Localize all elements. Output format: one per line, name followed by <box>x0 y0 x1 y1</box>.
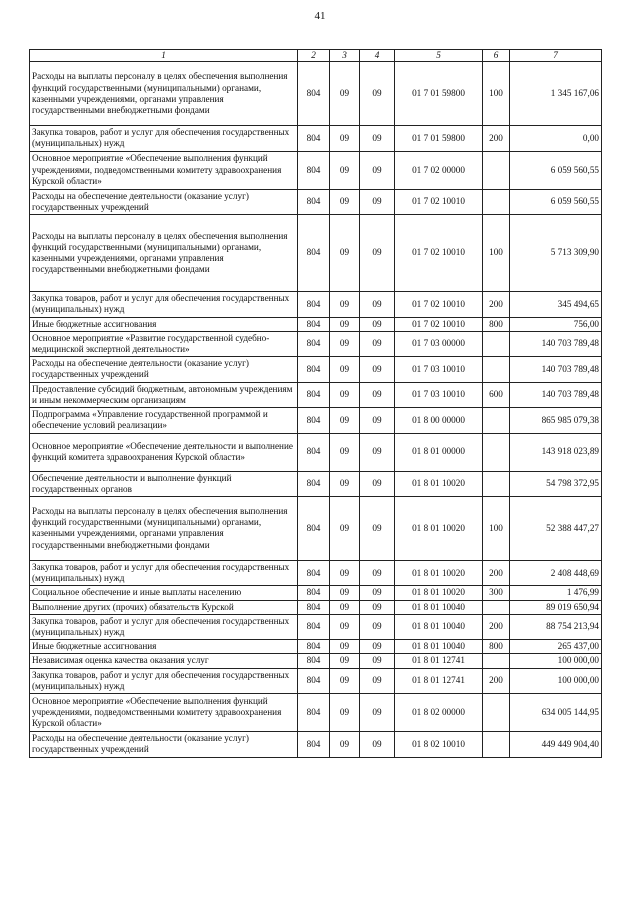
row-subsection: 09 <box>360 668 395 693</box>
row-expense-type <box>483 408 510 433</box>
row-expense-type: 200 <box>483 292 510 317</box>
row-section: 09 <box>330 560 360 585</box>
table-row <box>30 151 602 189</box>
row-amount: 449 449 904,40 <box>510 732 602 757</box>
row-name: Подпрограмма «Управление государственной программой и обеспечение условий реализации» <box>30 408 298 433</box>
row-name: Расходы на обеспечение деятельности (оказание услуг) государственных учреждений <box>30 357 298 382</box>
row-admin-code: 804 <box>298 317 330 331</box>
row-section: 09 <box>330 215 360 292</box>
row-amount: 140 703 789,48 <box>510 382 602 407</box>
table-row <box>30 317 602 331</box>
row-subsection: 09 <box>360 614 395 639</box>
row-expense-type <box>483 189 510 214</box>
row-section: 09 <box>330 668 360 693</box>
row-admin-code: 804 <box>298 471 330 496</box>
table-row <box>30 640 602 654</box>
row-name: Иные бюджетные ассигнования <box>30 317 298 331</box>
row-section: 09 <box>330 433 360 471</box>
row-subsection: 09 <box>360 126 395 151</box>
row-expense-type: 600 <box>483 382 510 407</box>
row-amount: 89 019 650,94 <box>510 600 602 614</box>
table-row <box>30 62 602 126</box>
row-amount: 2 408 448,69 <box>510 560 602 585</box>
row-section: 09 <box>330 496 360 560</box>
row-target-article: 01 7 03 10010 <box>395 382 483 407</box>
row-expense-type: 200 <box>483 560 510 585</box>
row-admin-code: 804 <box>298 560 330 585</box>
row-expense-type: 200 <box>483 614 510 639</box>
table-row <box>30 292 602 317</box>
row-name: Основное мероприятие «Обеспечение выполнения функций учреждениями, подведомственными комитету здравоохранения Курской области» <box>30 694 298 732</box>
table-row <box>30 732 602 757</box>
table-row <box>30 357 602 382</box>
row-subsection: 09 <box>360 317 395 331</box>
row-section: 09 <box>330 382 360 407</box>
row-name: Расходы на выплаты персоналу в целях обеспечения выполнения функций государственными (муниципальными) органами, казенными учреждениями, органами управления государственными внебюджетными фондами <box>30 215 298 292</box>
table-row <box>30 654 602 668</box>
row-name: Основное мероприятие «Обеспечение деятельности и выполнение функций комитета здравоохранения Курской области» <box>30 433 298 471</box>
budget-table <box>29 49 602 758</box>
row-expense-type: 200 <box>483 668 510 693</box>
row-section: 09 <box>330 317 360 331</box>
row-section: 09 <box>330 331 360 356</box>
row-subsection: 09 <box>360 408 395 433</box>
table-row <box>30 215 602 292</box>
row-subsection: 09 <box>360 600 395 614</box>
row-section: 09 <box>330 151 360 189</box>
row-name: Закупка товаров, работ и услуг для обеспечения государственных (муниципальных) нужд <box>30 614 298 639</box>
row-name: Расходы на выплаты персоналу в целях обеспечения выполнения функций государственными (муниципальными) органами, казенными учреждениями, органами управления государственными внебюджетными фондами <box>30 62 298 126</box>
row-expense-type <box>483 331 510 356</box>
row-admin-code: 804 <box>298 732 330 757</box>
row-target-article: 01 8 01 10020 <box>395 471 483 496</box>
row-admin-code: 804 <box>298 382 330 407</box>
table-row <box>30 331 602 356</box>
row-section: 09 <box>330 600 360 614</box>
table-row <box>30 189 602 214</box>
row-target-article: 01 8 01 10040 <box>395 640 483 654</box>
row-name: Закупка товаров, работ и услуг для обеспечения государственных (муниципальных) нужд <box>30 560 298 585</box>
row-admin-code: 804 <box>298 62 330 126</box>
row-admin-code: 804 <box>298 614 330 639</box>
row-amount: 0,00 <box>510 126 602 151</box>
row-section: 09 <box>330 292 360 317</box>
row-admin-code: 804 <box>298 292 330 317</box>
row-target-article: 01 7 03 00000 <box>395 331 483 356</box>
row-target-article: 01 8 02 00000 <box>395 694 483 732</box>
table-row <box>30 382 602 407</box>
row-amount: 6 059 560,55 <box>510 151 602 189</box>
table-row <box>30 586 602 600</box>
row-amount: 143 918 023,89 <box>510 433 602 471</box>
row-target-article: 01 8 00 00000 <box>395 408 483 433</box>
table-row <box>30 694 602 732</box>
row-admin-code: 804 <box>298 357 330 382</box>
row-subsection: 09 <box>360 62 395 126</box>
page-number: 41 <box>314 10 326 22</box>
row-name: Расходы на обеспечение деятельности (оказание услуг) государственных учреждений <box>30 732 298 757</box>
row-expense-type: 100 <box>483 496 510 560</box>
row-expense-type <box>483 600 510 614</box>
row-subsection: 09 <box>360 560 395 585</box>
row-amount: 265 437,00 <box>510 640 602 654</box>
row-expense-type <box>483 433 510 471</box>
row-target-article: 01 7 03 10010 <box>395 357 483 382</box>
row-admin-code: 804 <box>298 331 330 356</box>
row-subsection: 09 <box>360 382 395 407</box>
row-target-article: 01 7 02 10010 <box>395 292 483 317</box>
row-amount: 88 754 213,94 <box>510 614 602 639</box>
header-col-4: 4 <box>360 50 395 62</box>
row-target-article: 01 8 01 10020 <box>395 586 483 600</box>
header-col-3: 3 <box>330 50 360 62</box>
row-admin-code: 804 <box>298 694 330 732</box>
table-row <box>30 433 602 471</box>
row-amount: 52 388 447,27 <box>510 496 602 560</box>
row-admin-code: 804 <box>298 600 330 614</box>
row-amount: 1 476,99 <box>510 586 602 600</box>
row-name: Выполнение других (прочих) обязательств Курской <box>30 600 298 614</box>
row-admin-code: 804 <box>298 126 330 151</box>
row-section: 09 <box>330 614 360 639</box>
row-expense-type <box>483 732 510 757</box>
row-subsection: 09 <box>360 189 395 214</box>
row-amount: 140 703 789,48 <box>510 357 602 382</box>
row-name: Расходы на обеспечение деятельности (оказание услуг) государственных учреждений <box>30 189 298 214</box>
row-expense-type: 300 <box>483 586 510 600</box>
row-name: Социальное обеспечение и иные выплаты населению <box>30 586 298 600</box>
row-subsection: 09 <box>360 151 395 189</box>
row-subsection: 09 <box>360 471 395 496</box>
header-col-7: 7 <box>510 50 602 62</box>
row-target-article: 01 7 02 10010 <box>395 189 483 214</box>
row-admin-code: 804 <box>298 586 330 600</box>
header-col-5: 5 <box>395 50 483 62</box>
table-row <box>30 668 602 693</box>
row-expense-type <box>483 471 510 496</box>
row-name: Основное мероприятие «Развитие государственной судебно-медицинской экспертной деятельности» <box>30 331 298 356</box>
table-header <box>30 50 602 62</box>
row-expense-type: 800 <box>483 317 510 331</box>
row-subsection: 09 <box>360 357 395 382</box>
row-subsection: 09 <box>360 694 395 732</box>
row-target-article: 01 8 02 10010 <box>395 732 483 757</box>
row-target-article: 01 8 01 10040 <box>395 614 483 639</box>
row-expense-type: 800 <box>483 640 510 654</box>
row-expense-type: 100 <box>483 62 510 126</box>
row-section: 09 <box>330 189 360 214</box>
row-subsection: 09 <box>360 433 395 471</box>
row-section: 09 <box>330 732 360 757</box>
row-target-article: 01 8 01 12741 <box>395 668 483 693</box>
row-subsection: 09 <box>360 496 395 560</box>
row-target-article: 01 7 02 10010 <box>395 317 483 331</box>
row-admin-code: 804 <box>298 215 330 292</box>
row-section: 09 <box>330 357 360 382</box>
header-col-6: 6 <box>483 50 510 62</box>
table-body <box>30 62 602 757</box>
table-row <box>30 614 602 639</box>
row-amount: 1 345 167,06 <box>510 62 602 126</box>
row-target-article: 01 8 01 10020 <box>395 560 483 585</box>
header-col-2: 2 <box>298 50 330 62</box>
row-section: 09 <box>330 62 360 126</box>
row-section: 09 <box>330 654 360 668</box>
row-amount: 100 000,00 <box>510 654 602 668</box>
row-name: Закупка товаров, работ и услуг для обеспечения государственных (муниципальных) нужд <box>30 668 298 693</box>
row-amount: 634 005 144,95 <box>510 694 602 732</box>
row-target-article: 01 7 02 00000 <box>395 151 483 189</box>
row-subsection: 09 <box>360 732 395 757</box>
row-section: 09 <box>330 471 360 496</box>
table-row <box>30 408 602 433</box>
row-subsection: 09 <box>360 215 395 292</box>
row-admin-code: 804 <box>298 151 330 189</box>
row-subsection: 09 <box>360 292 395 317</box>
row-expense-type <box>483 654 510 668</box>
row-expense-type <box>483 357 510 382</box>
row-amount: 6 059 560,55 <box>510 189 602 214</box>
row-target-article: 01 8 01 00000 <box>395 433 483 471</box>
row-section: 09 <box>330 640 360 654</box>
row-target-article: 01 8 01 12741 <box>395 654 483 668</box>
row-name: Предоставление субсидий бюджетным, автономным учреждениям и иным некоммерческим организациям <box>30 382 298 407</box>
row-admin-code: 804 <box>298 640 330 654</box>
row-name: Расходы на выплаты персоналу в целях обеспечения выполнения функций государственными (муниципальными) органами, казенными учреждениями, органами управления государственными внебюджетными фондами <box>30 496 298 560</box>
row-amount: 54 798 372,95 <box>510 471 602 496</box>
row-admin-code: 804 <box>298 668 330 693</box>
row-section: 09 <box>330 126 360 151</box>
row-admin-code: 804 <box>298 408 330 433</box>
row-amount: 100 000,00 <box>510 668 602 693</box>
row-name: Закупка товаров, работ и услуг для обеспечения государственных (муниципальных) нужд <box>30 126 298 151</box>
row-expense-type <box>483 151 510 189</box>
row-admin-code: 804 <box>298 654 330 668</box>
row-subsection: 09 <box>360 331 395 356</box>
row-target-article: 01 7 01 59800 <box>395 126 483 151</box>
row-admin-code: 804 <box>298 433 330 471</box>
row-amount: 5 713 309,90 <box>510 215 602 292</box>
table-row <box>30 496 602 560</box>
row-expense-type: 100 <box>483 215 510 292</box>
row-expense-type <box>483 694 510 732</box>
row-amount: 140 703 789,48 <box>510 331 602 356</box>
row-target-article: 01 8 01 10020 <box>395 496 483 560</box>
row-name: Иные бюджетные ассигнования <box>30 640 298 654</box>
row-subsection: 09 <box>360 654 395 668</box>
row-name: Обеспечение деятельности и выполнение функций государственных органов <box>30 471 298 496</box>
row-section: 09 <box>330 694 360 732</box>
table-row <box>30 560 602 585</box>
table-row <box>30 126 602 151</box>
row-expense-type: 200 <box>483 126 510 151</box>
table-row <box>30 471 602 496</box>
row-subsection: 09 <box>360 586 395 600</box>
header-row <box>30 50 602 62</box>
row-admin-code: 804 <box>298 496 330 560</box>
row-name: Независимая оценка качества оказания услуг <box>30 654 298 668</box>
row-amount: 756,00 <box>510 317 602 331</box>
row-subsection: 09 <box>360 640 395 654</box>
row-target-article: 01 7 02 10010 <box>395 215 483 292</box>
row-name: Основное мероприятие «Обеспечение выполнения функций учреждениями, подведомственными комитету здравоохранения Курской области» <box>30 151 298 189</box>
row-amount: 345 494,65 <box>510 292 602 317</box>
row-section: 09 <box>330 408 360 433</box>
row-name: Закупка товаров, работ и услуг для обеспечения государственных (муниципальных) нужд <box>30 292 298 317</box>
row-admin-code: 804 <box>298 189 330 214</box>
row-target-article: 01 8 01 10040 <box>395 600 483 614</box>
row-target-article: 01 7 01 59800 <box>395 62 483 126</box>
header-col-1: 1 <box>30 50 298 62</box>
row-section: 09 <box>330 586 360 600</box>
row-amount: 865 985 079,38 <box>510 408 602 433</box>
table-row <box>30 600 602 614</box>
